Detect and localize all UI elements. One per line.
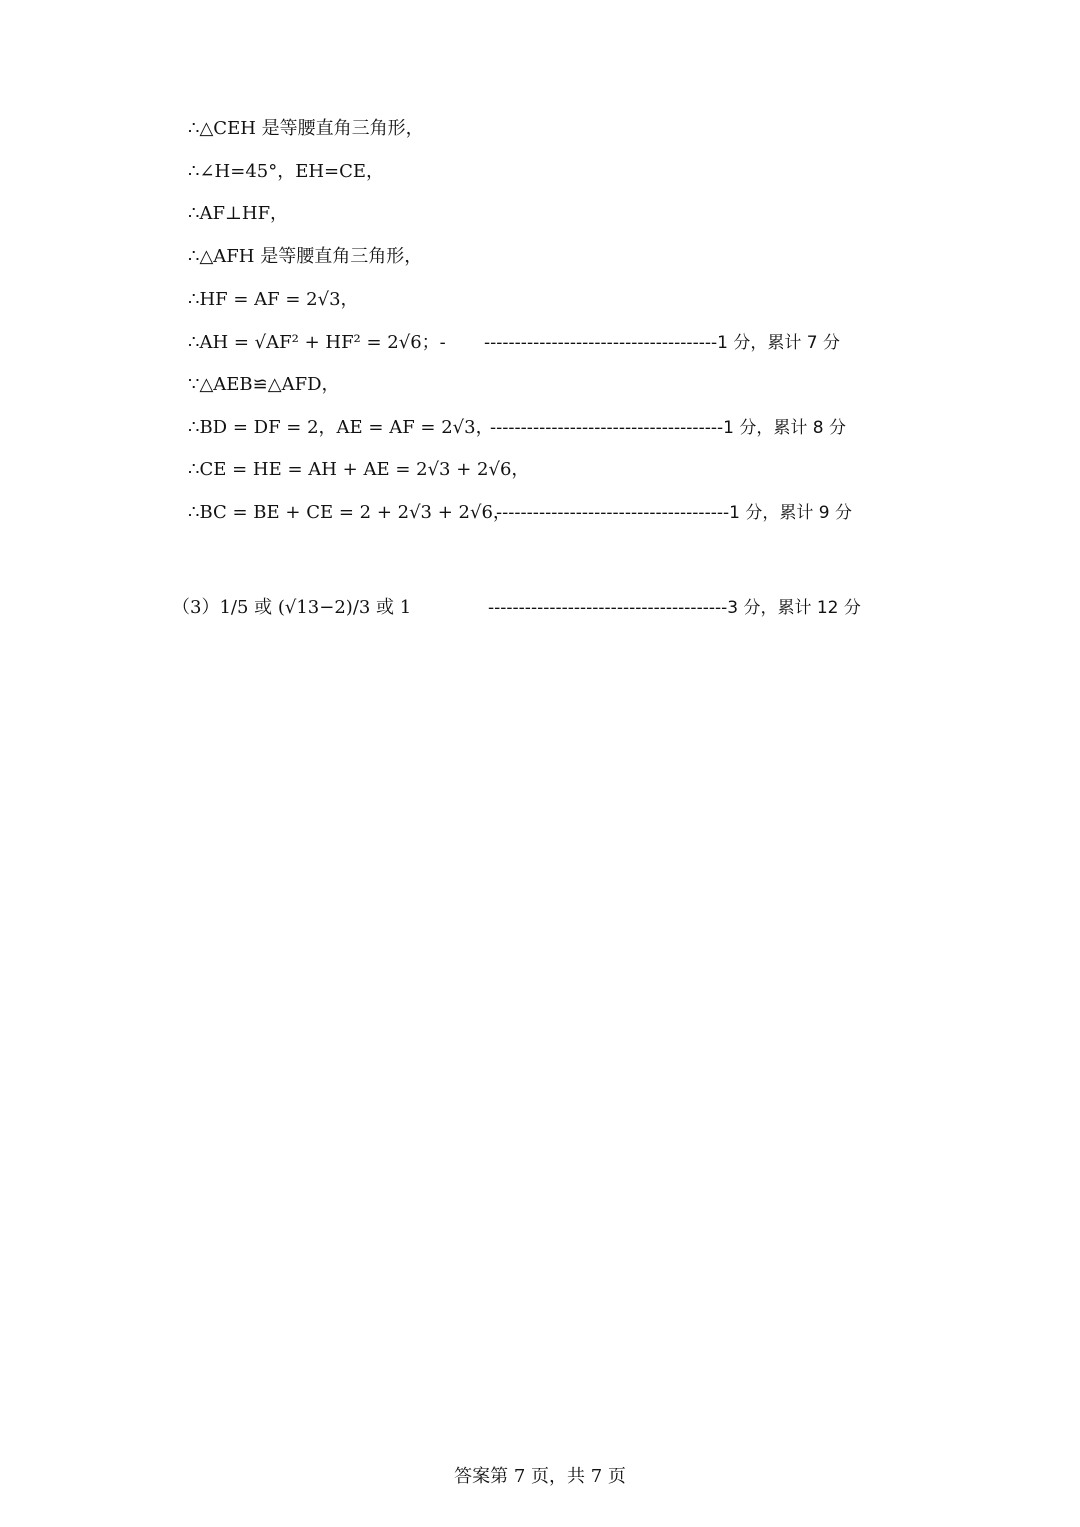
step-line-7: ∵△AEB≌△AFD， bbox=[188, 374, 340, 395]
score-mark-1: --------------------------------------1 分，累计 7 分 bbox=[484, 333, 840, 353]
step-line-9: ∴CE = HE = AH + AE = 2√3 + 2√6， bbox=[188, 459, 530, 480]
score-mark-3: --------------------------------------1 分，累计 9 分 bbox=[496, 503, 852, 523]
step-line-4: ∴△AFH 是等腰直角三角形， bbox=[188, 246, 423, 267]
step-line-8: ∴BD = DF = 2，AE = AF = 2√3， bbox=[188, 417, 494, 438]
step-line-10: ∴BC = BE + CE = 2 + 2√3 + 2√6， bbox=[188, 502, 511, 523]
step-line-2: ∴∠H=45°，EH=CE， bbox=[188, 161, 385, 182]
step-line-3: ∴AF⊥HF， bbox=[188, 203, 289, 224]
page-footer: 答案第 7 页，共 7 页 bbox=[454, 1466, 626, 1487]
step-line-5: ∴HF = AF = 2√3， bbox=[188, 289, 359, 310]
step-line-1: ∴△CEH 是等腰直角三角形， bbox=[188, 118, 424, 139]
step-line-6: ∴AH = √AF² + HF² = 2√6；- bbox=[188, 332, 446, 353]
score-mark-2: --------------------------------------1 分，累计 8 分 bbox=[490, 418, 846, 438]
part-3-answer: （3）1/5 或 (√13−2)/3 或 1 bbox=[172, 597, 412, 618]
score-mark-4: ---------------------------------------3 分，累计 12 分 bbox=[488, 598, 861, 618]
